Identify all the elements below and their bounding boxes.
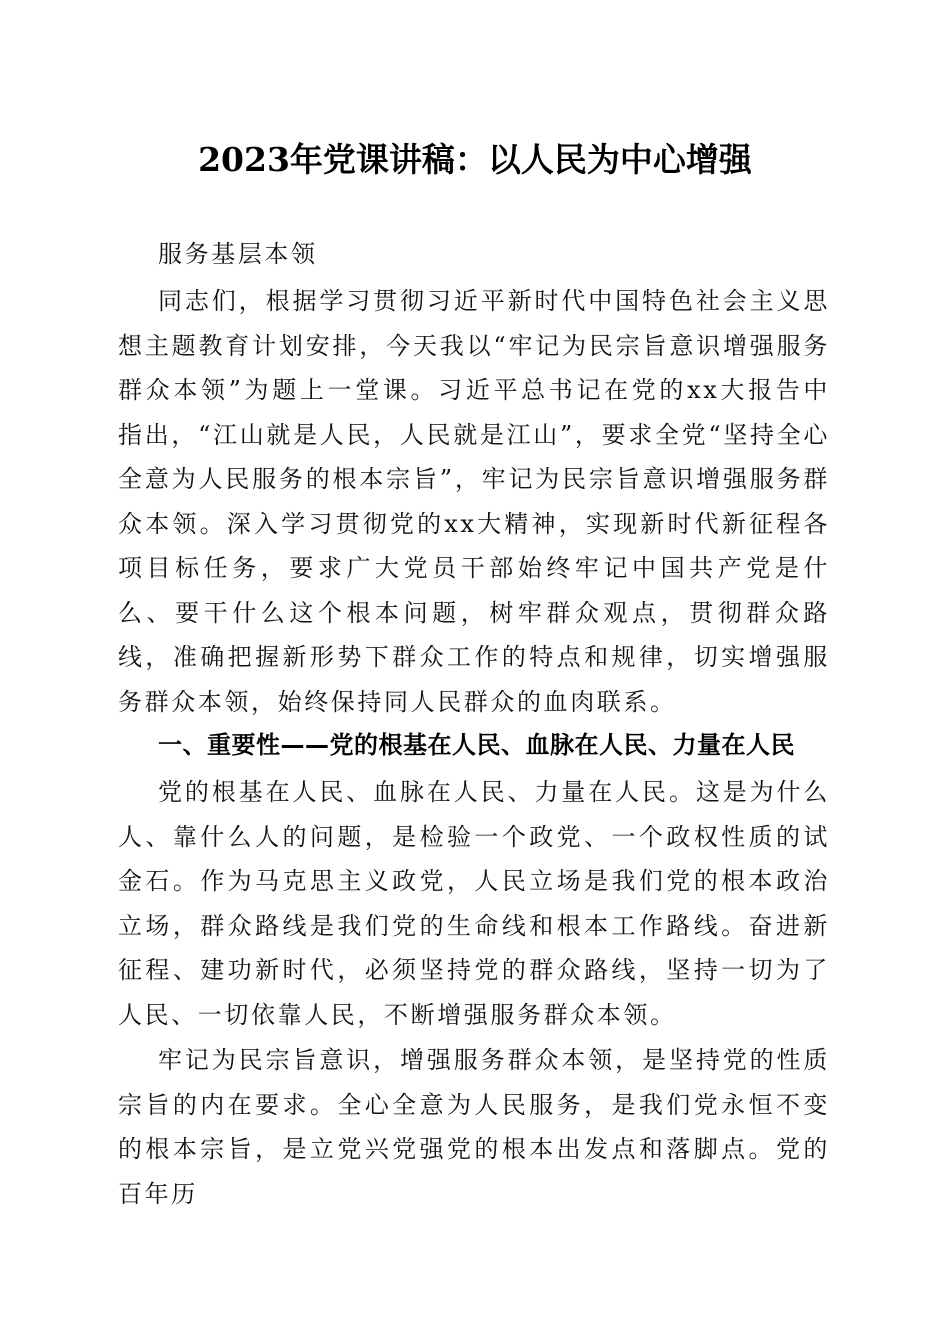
section-paragraph: 牢记为民宗旨意识，增强服务群众本领，是坚持党的性质宗旨的内在要求。全心全意为人民服务，是我们党永恒不变的根本宗旨，是立党兴党强党的根本出发点和落脚点。党的百年历 xyxy=(118,1046,830,1208)
intro-paragraph: 同志们，根据学习贯彻习近平新时代中国特色社会主义思想主题教育计划安排，今天我以“牢记为民宗旨意识增强服务群众本领”为题上一堂课。习近平总书记在党的xx大报告中指出，“江山就是人民，人民就是江山”，要求全党“坚持全心全意为人民服务的根本宗旨”，牢记为民宗旨意识增强服务群众本领。深入学习贯彻党的xx大精神，实现新时代新征程各项目标任务，要求广大党员干部始终牢记中国共产党是什么、要干什么这个根本问题，树牢群众观点，贯彻群众路线，准确把握新形势下群众工作的特点和规律，切实增强服务群众本领，始终保持同人民群众的血肉联系。 xyxy=(118,287,830,716)
document-title: 2023年党课讲稿：以人民为中心增强 xyxy=(198,140,752,179)
document-subtitle: 服务基层本领 xyxy=(158,240,318,268)
section-heading: 一、重要性——党的根基在人民、血脉在人民、力量在人民 xyxy=(158,731,795,759)
section-paragraph: 党的根基在人民、血脉在人民、力量在人民。这是为什么人、靠什么人的问题，是检验一个政党、一个政权性质的试金石。作为马克思主义政党，人民立场是我们党的根本政治立场，群众路线是我们党的生命线和根本工作路线。奋进新征程、建功新时代，必须坚持党的群众路线，坚持一切为了人民、一切依靠人民，不断增强服务群众本领。 xyxy=(118,778,830,1029)
